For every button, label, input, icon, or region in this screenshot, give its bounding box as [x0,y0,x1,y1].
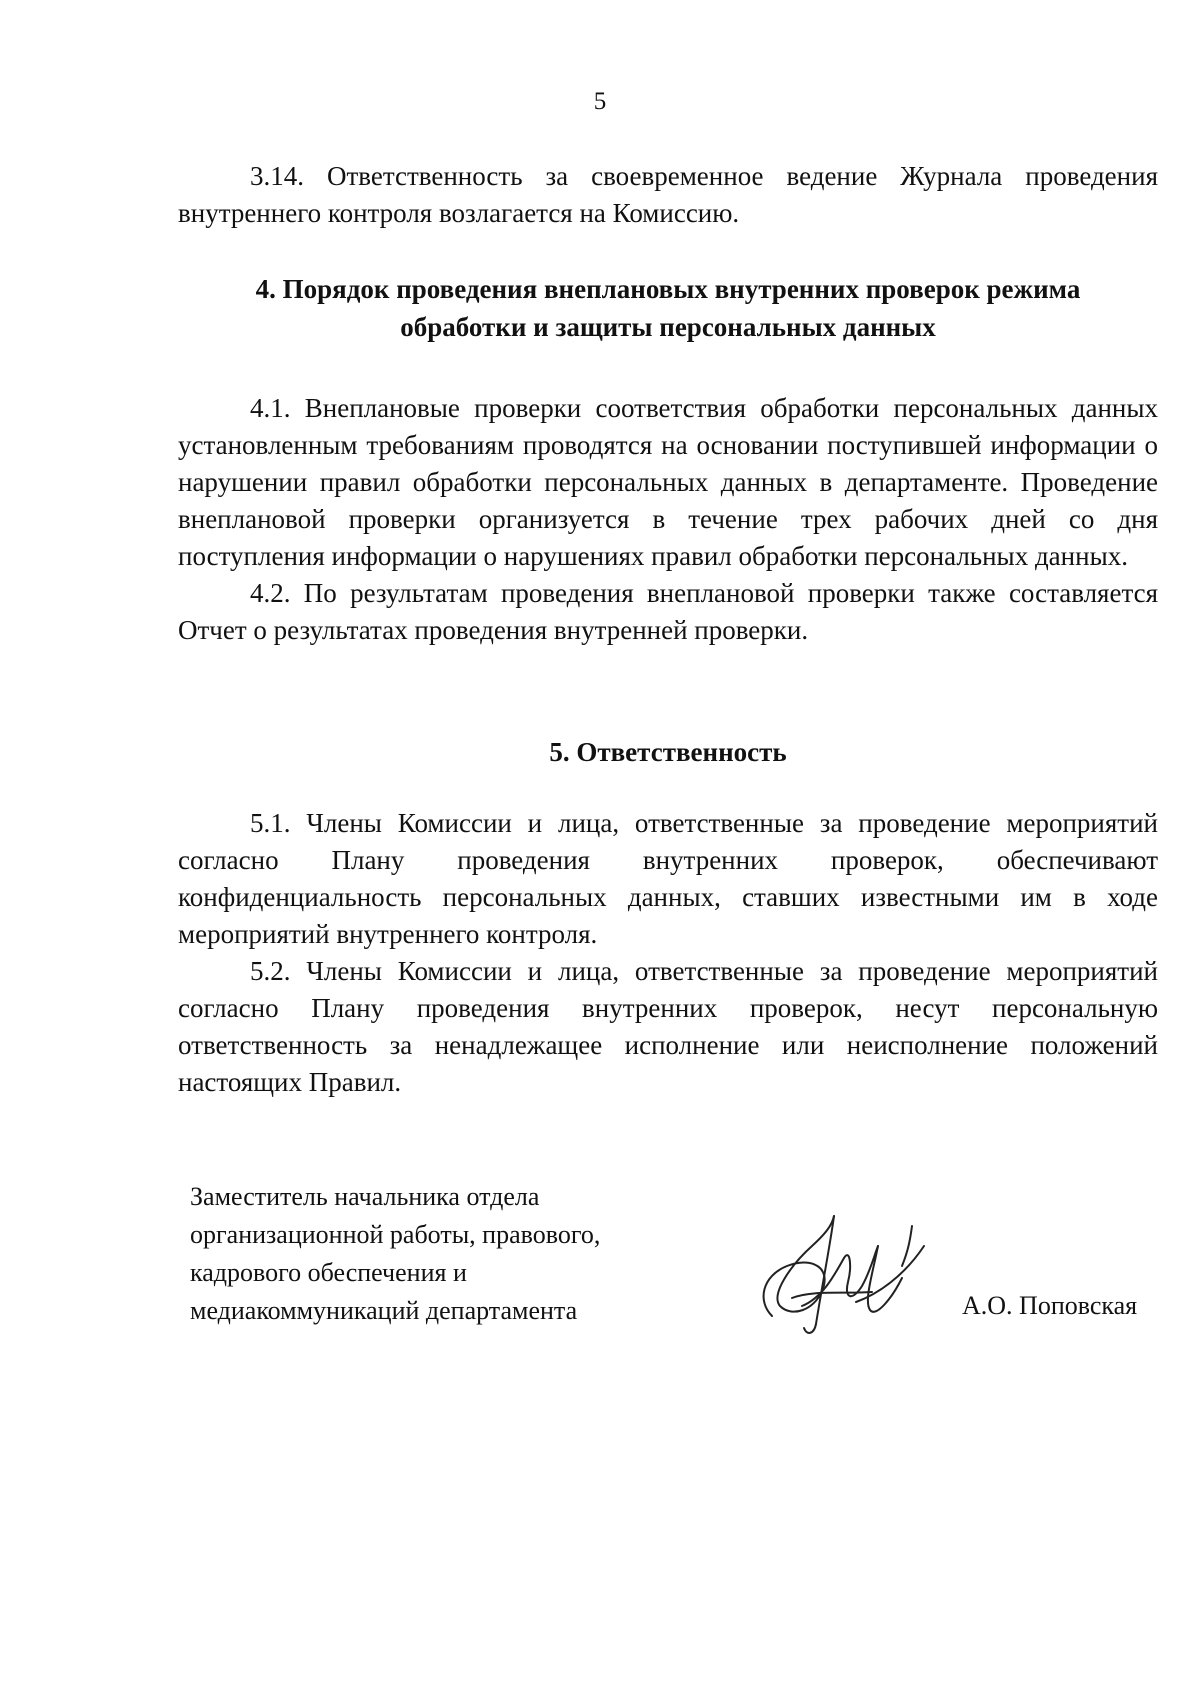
signatory-title-line: медиакоммуникаций департамента [190,1296,578,1325]
paragraph-4-1: 4.1. Внеплановые проверки соответствия обработки персональных данных установленным требованиям проводятся на основании поступившей информации о нарушении правил обработки персональных данных в департаменте. Проведение внеплановой проверки организуется в течение трех рабочих дней со дня поступления информации о нарушениях правил обработки персональных данных. [178,393,1158,571]
paragraph-5-2: 5.2. Члены Комиссии и лица, ответственные за проведение мероприятий согласно Плану проведения внутренних проверок, несут персональную ответственность за ненадлежащее исполнение или неисполнение положений настоящих Правил. [178,956,1158,1097]
paragraph-3-14-block [178,158,1158,232]
paragraph-4-2: 4.2. По результатам проведения внеплановой проверки также составляется Отчет о результатах проведения внутренней проверки. [178,578,1158,645]
section-4-body [178,390,1158,649]
section-5-heading-text: 5. Ответственность [549,737,787,767]
paragraph-5-1: 5.1. Члены Комиссии и лица, ответственные за проведение мероприятий согласно Плану проведения внутренних проверок, обеспечивают конфиденциальность персональных данных, ставших известными им в ходе мероприятий внутреннего контроля. [178,808,1158,949]
signatory-title-line: организационной работы, правового, [190,1220,601,1249]
section-4-heading-line-1: 4. Порядок проведения внеплановых внутренних проверок режима [255,274,1081,304]
section-4-heading [178,270,1158,346]
signatory-title-line: Заместитель начальника отдела [190,1182,540,1211]
signatory-title-line: кадрового обеспечения и [190,1258,467,1287]
page-number: 5 [593,88,607,115]
handwritten-signature [752,1206,932,1341]
signatory-name: А.О. Поповская [962,1291,1138,1320]
signatory-title [190,1178,600,1330]
section-5-heading [178,733,1158,771]
section-4-heading-line-2: обработки и защиты персональных данных [400,312,936,342]
section-5-body [178,805,1158,1101]
paragraph-3-14: 3.14. Ответственность за своевременное ведение Журнала проведения внутреннего контроля возлагается на Комиссию. [178,161,1158,228]
